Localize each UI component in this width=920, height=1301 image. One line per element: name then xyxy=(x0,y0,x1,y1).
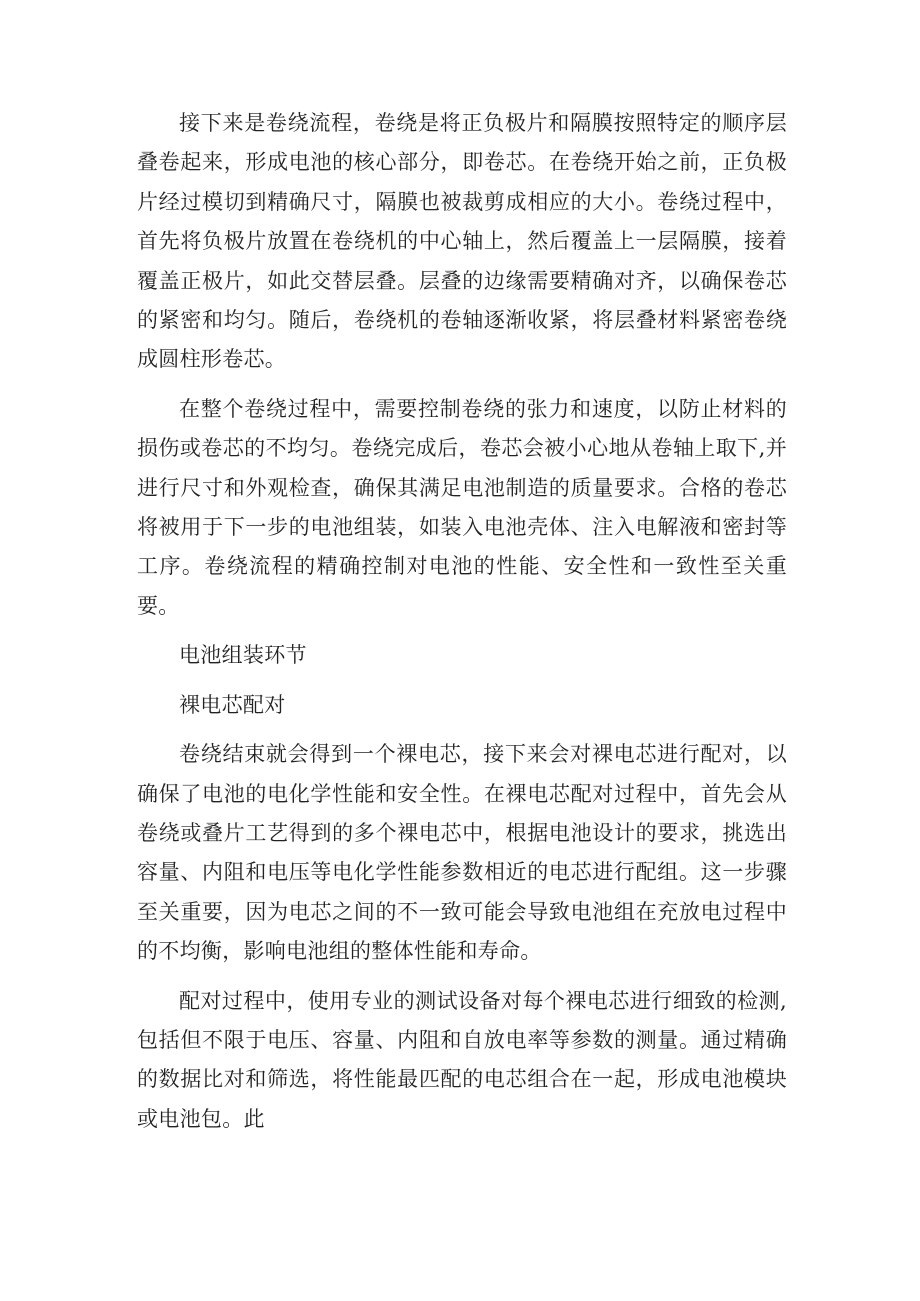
paragraph-bare-cell-pairing: 卷绕结束就会得到一个裸电芯，接下来会对裸电芯进行配对，以确保了电池的电化学性能和安全性。在裸电芯配对过程中，首先会从卷绕或叠片工艺得到的多个裸电芯中，根据电池设计的要求，挑选出容量、内阻和电压等电化学性能参数相近的电芯进行配组。这一步骤至关重要，因为电芯之间的不一致可能会导致电池组在充放电过程中的不均衡，影响电池组的整体性能和寿命。 xyxy=(137,742,787,964)
document-body xyxy=(137,104,787,1139)
paragraph-winding-control: 在整个卷绕过程中，需要控制卷绕的张力和速度，以防止材料的损伤或卷芯的不均匀。卷绕完成后，卷芯会被小心地从卷轴上取下,并进行尺寸和外观检查，确保其满足电池制造的质量要求。合格的卷芯将被用于下一步的电池组装，如装入电池壳体、注入电解液和密封等工序。卷绕流程的精确控制对电池的性能、安全性和一致性至关重要。 xyxy=(137,396,787,618)
heading-bare-cell-pairing: 裸电芯配对 xyxy=(179,692,286,717)
paragraph-winding-process: 接下来是卷绕流程，卷绕是将正负极片和隔膜按照特定的顺序层叠卷起来，形成电池的核心部分，即卷芯。在卷绕开始之前，正负极片经过模切到精确尺寸，隔膜也被裁剪成相应的大小。卷绕过程中，首先将负极片放置在卷绕机的中心轴上，然后覆盖上一层隔膜，接着覆盖正极片，如此交替层叠。层叠的边缘需要精确对齐，以确保卷芯的紧密和均匀。随后，卷绕机的卷轴逐渐收紧，将层叠材料紧密卷绕成圆柱形卷芯。 xyxy=(137,111,787,372)
heading-battery-assembly: 电池组装环节 xyxy=(179,643,307,668)
paragraph-pairing-testing: 配对过程中，使用专业的测试设备对每个裸电芯进行细致的检测,包括但不限于电压、容量、内阻和自放电率等参数的测量。通过精确的数据比对和筛选，将性能最匹配的电芯组合在一起，形成电池模块或电池包。此 xyxy=(137,988,787,1131)
